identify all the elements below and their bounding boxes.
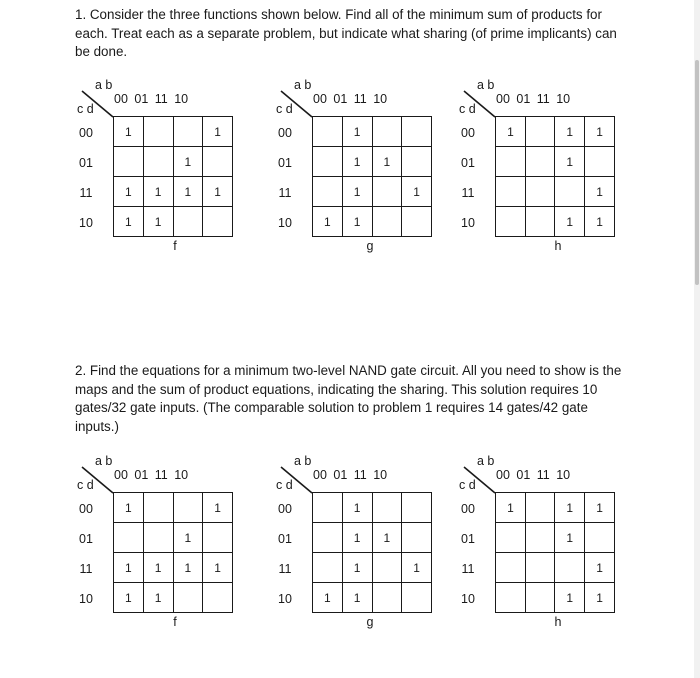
kmap-cell [203,207,233,237]
kmap-cell: 1 [313,207,343,237]
kmap-cell [525,177,554,207]
kmap-cell [525,117,554,147]
kmap-row-header: 11 [278,562,292,576]
kmap-cell [173,207,203,237]
kmap-g [272,78,432,267]
kmap-cell: 1 [342,207,372,237]
kmap-row-header: 01 [461,532,475,546]
kmap-cell: 1 [555,147,585,177]
kmap-row-header: 10 [278,592,292,606]
kmap-f [73,78,233,267]
kmap-cell: 1 [342,117,372,147]
kmap-cell [525,523,554,553]
kmap-cell [525,493,554,523]
kmap-cell: 1 [372,147,402,177]
kmap-cell: 1 [143,177,173,207]
kmap-cell: 1 [143,583,173,613]
kmap-cell [372,207,402,237]
kmap-row-header: 00 [461,126,475,140]
kmap-cell: 1 [342,523,372,553]
kmap-row [313,523,432,553]
kmap-cell: 1 [342,493,372,523]
kmap-cell: 1 [114,553,144,583]
kmap-cell: 1 [585,553,615,583]
kmap-g [272,454,432,643]
kmap-row [496,207,615,237]
kmap-row-header: 00 [278,126,292,140]
kmap-row-header: 11 [461,562,475,576]
kmap-cell [555,177,585,207]
kmap-cell: 1 [496,117,526,147]
kmap-cell: 1 [555,493,585,523]
kmap-cell: 1 [114,493,144,523]
kmap-cell [496,147,526,177]
kmap-var-cd: c d [276,102,293,116]
kmap-cell [402,523,432,553]
kmap-cell [402,207,432,237]
kmap-column-header: 00 01 11 10 [313,92,388,106]
kmap-cell: 1 [585,207,615,237]
kmap-grid [312,492,432,613]
kmap-h [455,78,615,267]
kmap-row [313,493,432,523]
kmap-cell [372,583,402,613]
kmap-row [114,207,233,237]
kmap-cell [555,553,585,583]
kmap-cell: 1 [585,117,615,147]
kmap-row [114,583,233,613]
kmap-row [114,493,233,523]
kmap-row [313,553,432,583]
kmap-cell: 1 [555,207,585,237]
kmap-cell: 1 [143,553,173,583]
kmap-row [114,117,233,147]
kmap-cell: 1 [555,523,585,553]
kmap-cell: 1 [402,553,432,583]
kmap-grid [312,116,432,237]
kmap-cell [525,553,554,583]
kmap-cell: 1 [342,147,372,177]
kmap-cell [496,177,526,207]
kmap-row [313,207,432,237]
kmap-row-header: 00 [278,502,292,516]
kmap-cell [313,493,343,523]
kmap-row-header: 10 [79,216,93,230]
kmap-var-cd: c d [276,478,293,492]
kmap-cell: 1 [313,583,343,613]
kmap-cell: 1 [173,553,203,583]
kmap-cell: 1 [372,523,402,553]
kmap-row [496,583,615,613]
kmap-f [73,454,233,643]
kmap-row [496,523,615,553]
kmap-cell [173,493,203,523]
kmap-row [496,177,615,207]
kmap-cell: 1 [173,147,203,177]
kmap-cell: 1 [114,177,144,207]
kmap-cell [585,147,615,177]
kmap-cell: 1 [203,553,233,583]
kmap-cell [114,523,144,553]
kmap-cell [525,147,554,177]
kmap-column-header: 00 01 11 10 [313,468,388,482]
problem-2-text: 2. Find the equations for a minimum two-level NAND gate circuit. All you need to show is the maps and the sum of product equations, indicating the sharing. This solution requires 10 gates/32 gate inputs. (The comparable solution to problem 1 requires 14 gates/42 gate inputs.) [75,363,622,434]
kmap-row-header: 10 [278,216,292,230]
kmap-cell [143,117,173,147]
kmap-row-header: 00 [461,502,475,516]
kmap-cell: 1 [203,117,233,147]
kmap-var-cd: c d [459,478,476,492]
kmap-function-name: h [554,615,562,629]
vertical-scrollbar[interactable] [694,0,700,678]
kmap-var-cd: c d [459,102,476,116]
kmap-cell: 1 [585,493,615,523]
kmap-cell [203,523,233,553]
kmap-cell [173,117,203,147]
kmap-row [496,147,615,177]
kmap-row [114,523,233,553]
kmap-cell: 1 [114,207,144,237]
kmap-function-name: g [366,239,374,253]
kmap-cell [496,207,526,237]
kmap-row [313,117,432,147]
kmap-cell: 1 [585,177,615,207]
kmap-cell [372,117,402,147]
kmap-cell [402,583,432,613]
kmap-cell [114,147,144,177]
kmap-cell [203,147,233,177]
kmap-grid [113,492,233,613]
kmap-row [114,147,233,177]
kmap-column-header: 00 01 11 10 [496,468,571,482]
kmap-row-header: 11 [278,186,292,200]
kmap-row-header: 11 [461,186,475,200]
kmap-row-header: 00 [79,126,93,140]
kmap-row [313,583,432,613]
kmap-row-header: 01 [79,156,93,170]
kmap-cell [203,583,233,613]
kmap-cell: 1 [114,117,144,147]
kmap-cell [372,493,402,523]
scrollbar-thumb[interactable] [695,60,699,285]
kmap-cell [402,493,432,523]
kmap-var-cd: c d [77,102,94,116]
kmap-function-name: f [173,239,177,253]
kmap-row-header: 01 [79,532,93,546]
kmap-cell: 1 [342,177,372,207]
kmap-cell [313,117,343,147]
kmap-cell [496,583,526,613]
kmap-row-header: 01 [278,156,292,170]
kmap-row [313,177,432,207]
kmap-cell [525,583,554,613]
kmap-cell [372,177,402,207]
kmap-cell [372,553,402,583]
kmap-var-ab: a b [477,78,495,92]
kmap-cell [313,553,343,583]
kmap-grid [495,492,615,613]
kmap-cell [313,147,343,177]
kmap-row-header: 01 [461,156,475,170]
kmap-column-header: 00 01 11 10 [496,92,571,106]
kmap-var-ab: a b [294,78,312,92]
kmap-var-ab: a b [294,454,312,468]
kmap-cell [143,493,173,523]
kmap-row [313,147,432,177]
kmap-cell: 1 [585,583,615,613]
kmap-cell [496,523,526,553]
kmap-cell [313,523,343,553]
kmap-row [496,553,615,583]
kmap-row-header: 11 [79,186,93,200]
kmap-column-header: 00 01 11 10 [114,468,189,482]
kmap-function-name: g [366,615,374,629]
kmap-row-header: 11 [79,562,93,576]
kmap-cell: 1 [342,553,372,583]
kmap-grid [495,116,615,237]
kmap-var-ab: a b [95,78,113,92]
kmap-row-header: 10 [461,216,475,230]
kmap-cell [402,117,432,147]
kmap-h [455,454,615,643]
kmap-cell: 1 [402,177,432,207]
kmap-cell: 1 [114,583,144,613]
kmap-cell: 1 [203,177,233,207]
kmap-row-header: 10 [461,592,475,606]
kmap-cell [313,177,343,207]
kmap-grid [113,116,233,237]
kmap-row [114,553,233,583]
kmap-var-ab: a b [477,454,495,468]
kmap-row [496,493,615,523]
kmap-cell: 1 [173,523,203,553]
kmap-cell: 1 [143,207,173,237]
kmap-cell [525,207,554,237]
kmap-cell [585,523,615,553]
kmap-cell: 1 [203,493,233,523]
kmap-cell: 1 [555,583,585,613]
kmap-row-header: 00 [79,502,93,516]
kmap-column-header: 00 01 11 10 [114,92,189,106]
kmap-cell: 1 [342,583,372,613]
kmap-row [496,117,615,147]
kmap-cell [402,147,432,177]
kmap-cell [173,583,203,613]
kmap-function-name: h [554,239,562,253]
kmap-cell: 1 [496,493,526,523]
kmap-cell [496,553,526,583]
kmap-var-cd: c d [77,478,94,492]
kmap-row [114,177,233,207]
kmap-function-name: f [173,615,177,629]
problem-1-text: 1. Consider the three functions shown below. Find all of the minimum sum of products for each. Treat each as a separate problem, but indicate what sharing (of prime implicants) can be done. [75,7,617,59]
kmap-row-header: 10 [79,592,93,606]
kmap-cell: 1 [173,177,203,207]
kmap-cell [143,147,173,177]
kmap-cell: 1 [555,117,585,147]
kmap-row-header: 01 [278,532,292,546]
kmap-var-ab: a b [95,454,113,468]
kmap-cell [143,523,173,553]
